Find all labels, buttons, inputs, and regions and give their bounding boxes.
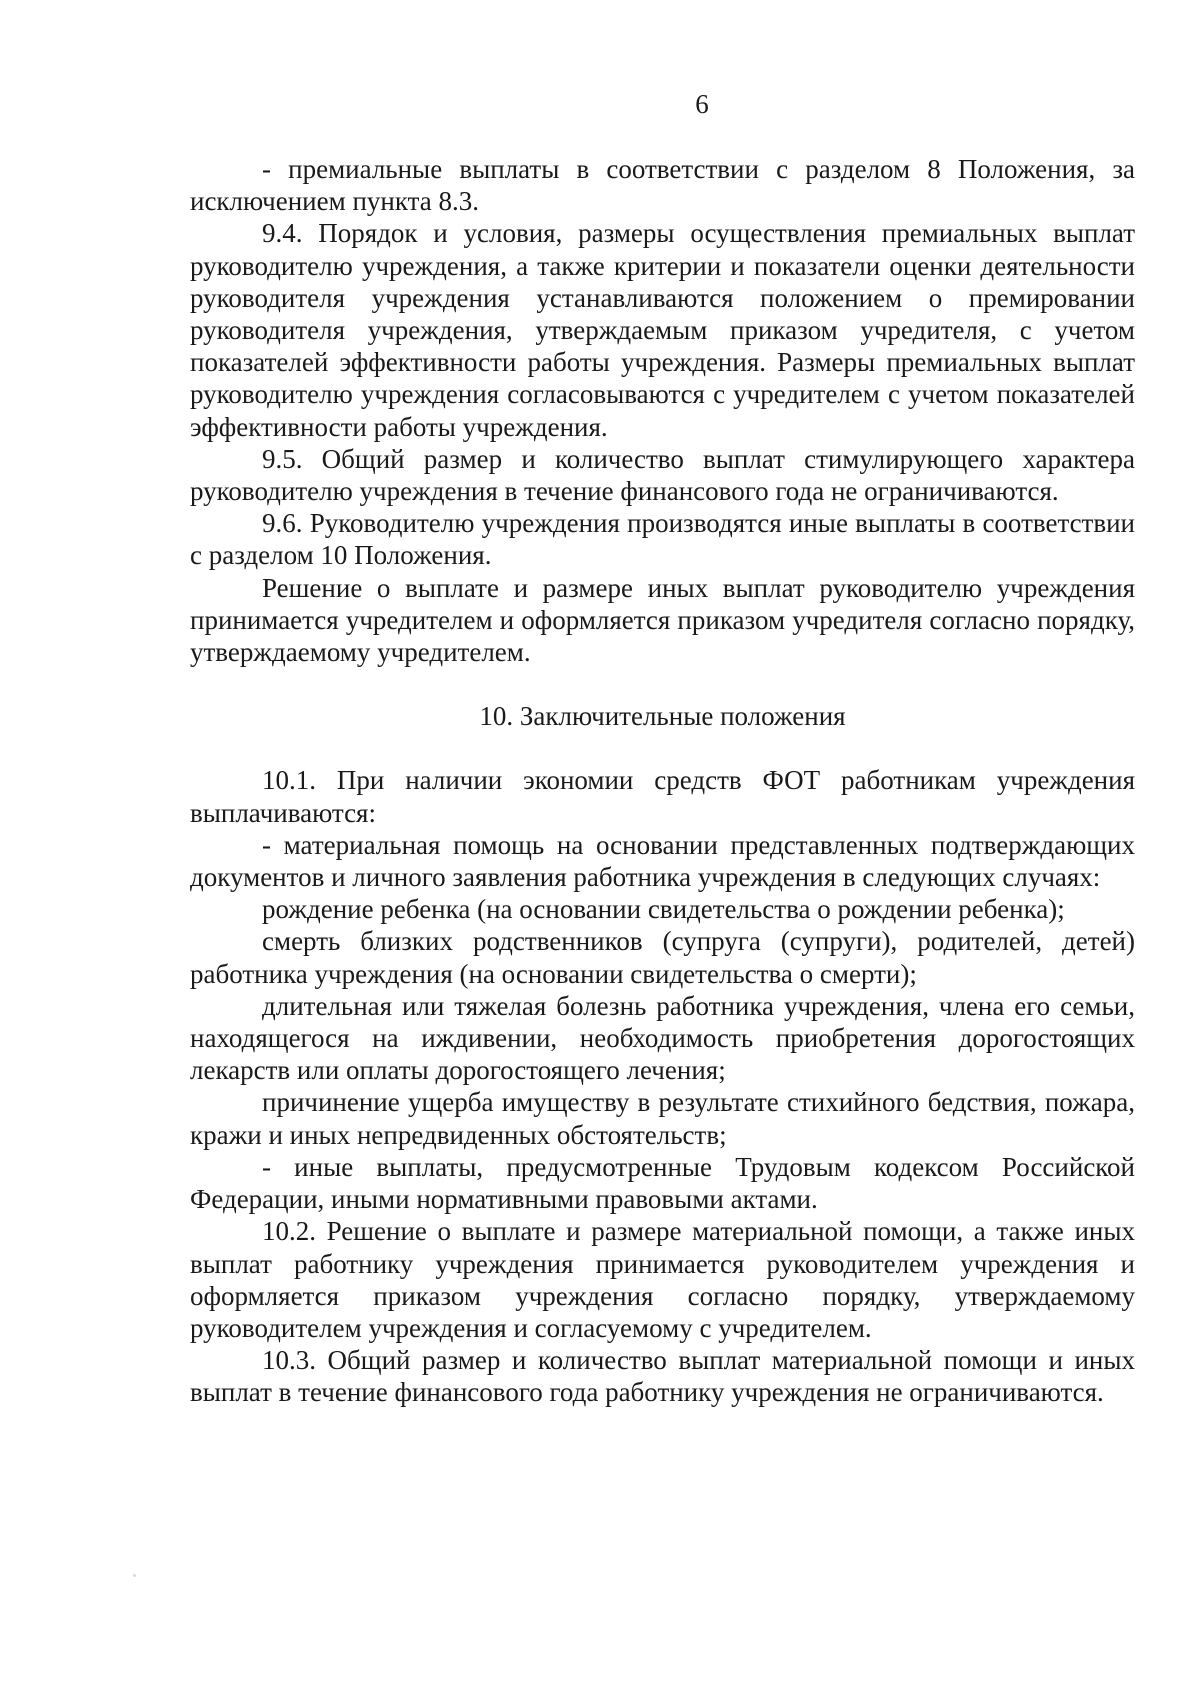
paragraph-relatives-death: смерть близких родственников (супруга (супруги), родителей, детей) работника учреждения (на основании свидетельства о смерти); [190,926,1135,989]
paragraph-10-3: 10.3. Общий размер и количество выплат материальной помощи и иных выплат в течение финансового года работнику учреждения не ограничиваются. [190,1345,1135,1408]
paragraph-bonus-payments: - премиальные выплаты в соответствии с разделом 8 Положения, за исключением пункта 8.3. [190,154,1135,217]
paragraph-9-4: 9.4. Порядок и условия, размеры осуществления премиальных выплат руководителю учреждения, а также критерии и показатели оценки деятельности руководителя учреждения устанавливаются положением о премировании руководителя учреждения, утверждаемым приказом учредителя, с учетом показателей эффективности работы учреждения. Размеры премиальных выплат руководителю учреждения согласовываются с учредителем с учетом показателей эффективности работы учреждения. [190,218,1135,442]
paragraph-property-damage: причинение ущерба имуществу в результате стихийного бедствия, пожара, кражи и иных непредвиденных обстоятельств; [190,1087,1135,1150]
paragraph-9-6: 9.6. Руководителю учреждения производятся иные выплаты в соответствии с разделом 10 Положения. [190,508,1135,571]
page-number: 6 [695,89,709,119]
document-body [190,153,1135,1409]
paragraph-material-aid: - материальная помощь на основании представленных подтверждающих документов и личного заявления работника учреждения в следующих случаях: [190,829,1135,893]
scan-artifact [133,1574,136,1577]
paragraph-other-payments: - иные выплаты, предусмотренные Трудовым кодексом Российской Федерации, иными нормативными правовыми актами. [190,1151,1135,1215]
section-title: 10. Заключительные положения [479,701,846,732]
paragraph-10-2: 10.2. Решение о выплате и размере материальной помощи, а также иных выплат работнику учреждения принимается руководителем учреждения и оформляется приказом учреждения согласно порядку, утверждаемому руководителем учреждения и согласуемому с учредителем. [190,1216,1135,1343]
paragraph-illness: длительная или тяжелая болезнь работника учреждения, члена его семьи, находящегося на иждивении, необходимость приобретения дорогостоящих лекарств или оплаты дорогостоящего лечения; [190,990,1135,1086]
paragraph-10-1: 10.1. При наличии экономии средств ФОТ работникам учреждения выплачиваются: [190,765,1135,828]
paragraph-9-5: 9.5. Общий размер и количество выплат стимулирующего характера руководителю учреждения в течение финансового года не ограничиваются. [190,443,1135,507]
paragraph-decision-other-payments: Решение о выплате и размере иных выплат руководителю учреждения принимается учредителем и оформляется приказом учредителя согласно порядку, утверждаемому учредителем. [190,572,1135,668]
paragraph-childbirth: рождение ребенка (на основании свидетельства о рождении ребенка); [262,894,1065,925]
